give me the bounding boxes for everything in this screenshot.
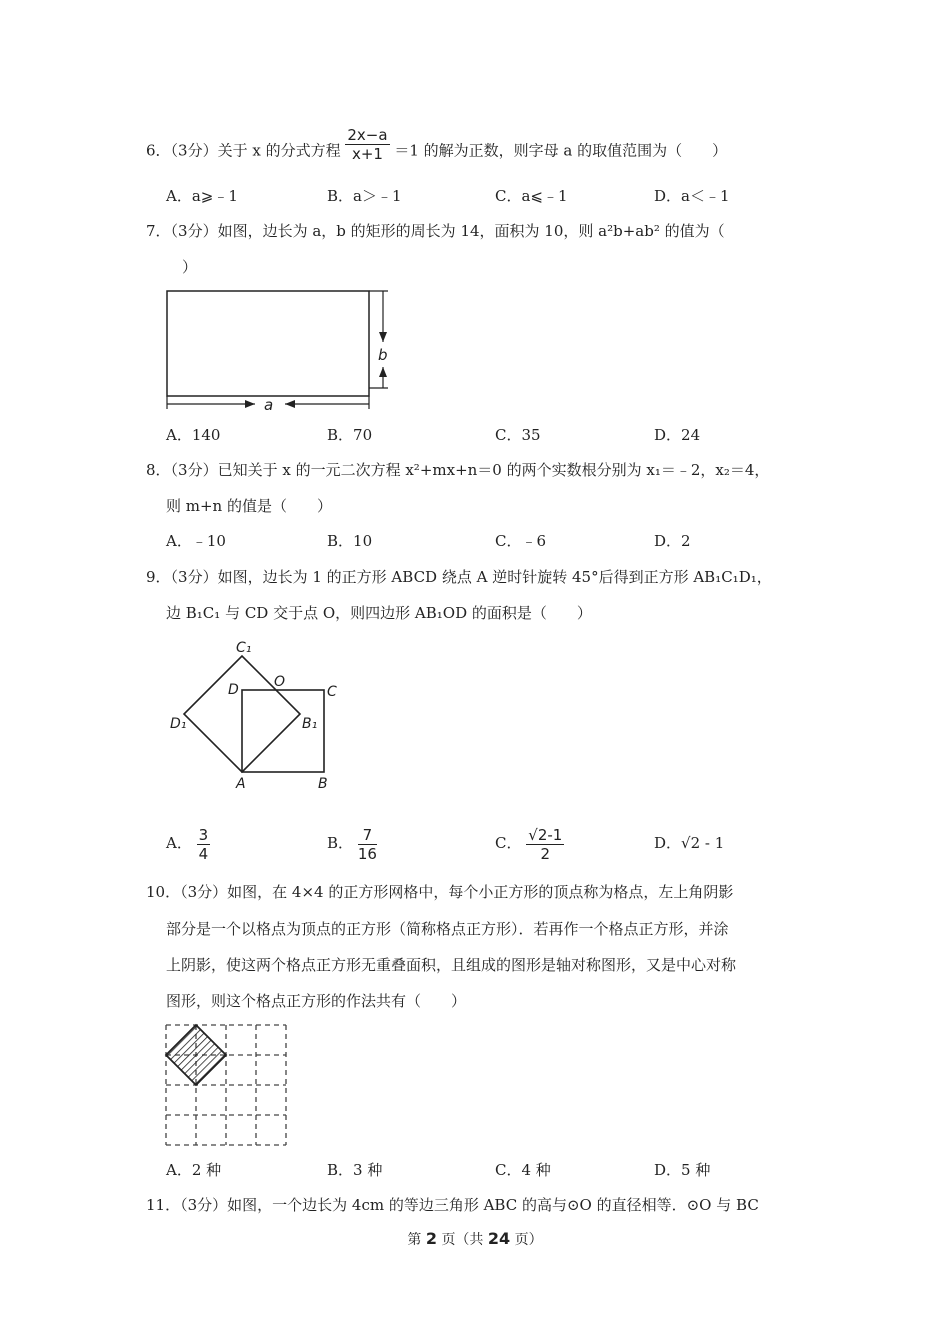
q7-option-a[interactable]: A．140: [166, 426, 221, 444]
question-10-grid-figure: [160, 1020, 294, 1152]
question-9-stem-cont: 边 B₁C₁ 与 CD 交于点 O，则四边形 AB₁OD 的面积是（ ）: [166, 604, 592, 622]
q10-option-a[interactable]: A．2 种: [166, 1161, 222, 1179]
fraction-c: $\frac{√2-1}{2}$: [528, 825, 563, 863]
current-page-number: 2: [425, 1229, 437, 1248]
q7-option-b[interactable]: B．70: [327, 426, 373, 444]
total-page-count: 24: [487, 1229, 511, 1248]
question-10-stem-cont-1: 部分是一个以格点为顶点的正方形（简称格点正方形）．若再作一个格点正方形，并涂: [166, 920, 729, 938]
q10-option-b[interactable]: B．3 种: [327, 1161, 383, 1179]
fraction-numerator: 2x−a: [347, 126, 388, 144]
label-D1: D₁: [170, 716, 187, 732]
shaded-square: [166, 1025, 226, 1085]
q6-option-c[interactable]: C．a⩽﹣1: [495, 187, 568, 205]
question-8-stem: 8．（3分）已知关于 x 的一元二次方程 x²+mx+n＝0 的两个实数根分别为 x₁＝﹣2，x₂＝4，: [146, 461, 770, 479]
q9-option-c[interactable]: C． $\frac{√2-1}{2}$: [495, 825, 563, 863]
question-6-prefix: 6．（3分）关于 x 的分式方程: [146, 141, 341, 160]
fraction-a: $\frac{3}{4}$: [198, 825, 209, 863]
q8-option-a[interactable]: A．﹣10: [166, 532, 226, 550]
question-8-stem-cont: 则 m+n 的值是（ ）: [166, 497, 332, 515]
fraction-b: $\frac{7}{16}$: [357, 825, 377, 863]
q6-option-a[interactable]: A．a⩾﹣1: [166, 187, 238, 205]
q9-option-a[interactable]: A． $\frac{3}{4}$: [166, 825, 209, 863]
arrow-down-icon: [379, 332, 387, 342]
question-11-stem: 11．（3分）如图，一个边长为 4cm 的等边三角形 ABC 的高与⊙O 的直径相等．⊙O 与 BC: [146, 1196, 759, 1214]
question-6-fraction: [345, 126, 389, 163]
rectangle-shape: [167, 291, 369, 396]
arrow-right-icon: [245, 400, 255, 408]
q7-option-d[interactable]: D．24: [654, 426, 701, 444]
q7-option-c[interactable]: C．35: [495, 426, 541, 444]
label-O: O: [274, 674, 286, 690]
fraction-denominator: x+1: [351, 145, 383, 163]
label-b: b: [378, 346, 388, 364]
question-7-stem: 7．（3分）如图，边长为 a，b 的矩形的周长为 14，面积为 10，则 a²b+ab² 的值为（: [146, 222, 725, 240]
label-A: A: [236, 776, 246, 792]
question-7-rectangle-figure: [160, 285, 400, 415]
question-9-square-figure: [160, 630, 360, 800]
question-10-stem: 10．（3分）如图，在 4×4 的正方形网格中，每个小正方形的顶点称为格点，左上角阴影: [146, 883, 734, 901]
question-6-stem: [146, 126, 728, 163]
q8-option-c[interactable]: C．﹣6: [495, 532, 547, 550]
arrow-left-icon: [285, 400, 295, 408]
page-footer: 第 2 页（共 24 页）: [407, 1229, 543, 1248]
q9-option-d[interactable]: D．√2 - 1: [654, 834, 725, 852]
question-9-stem: 9．（3分）如图，边长为 1 的正方形 ABCD 绕点 A 逆时针旋转 45°后得到正方形 AB₁C₁D₁，: [146, 568, 772, 586]
question-6-suffix: ＝1 的解为正数，则字母 a 的取值范围为（ ）: [394, 141, 728, 160]
label-B: B: [318, 776, 328, 792]
q9-option-b[interactable]: B． $\frac{7}{16}$: [327, 825, 377, 863]
q6-option-b[interactable]: B．a＞﹣1: [327, 187, 402, 205]
q10-option-c[interactable]: C．4 种: [495, 1161, 551, 1179]
label-a: a: [264, 396, 274, 414]
q6-option-d[interactable]: D．a＜﹣1: [654, 187, 730, 205]
q8-option-d[interactable]: D．2: [654, 532, 691, 550]
label-C1: C₁: [236, 640, 252, 656]
question-10-stem-cont-2: 上阴影，使这两个格点正方形无重叠面积，且组成的图形是轴对称图形，又是中心对称: [166, 956, 737, 974]
q10-option-d[interactable]: D．5 种: [654, 1161, 711, 1179]
q8-option-b[interactable]: B．10: [327, 532, 373, 550]
label-B1: B₁: [302, 716, 318, 732]
label-C: C: [327, 684, 337, 700]
question-10-stem-cont-3: 图形，则这个格点正方形的作法共有（ ）: [166, 992, 467, 1010]
question-7-stem-cont: ）: [182, 258, 198, 276]
label-D: D: [228, 682, 239, 698]
arrow-up-icon: [379, 367, 387, 377]
